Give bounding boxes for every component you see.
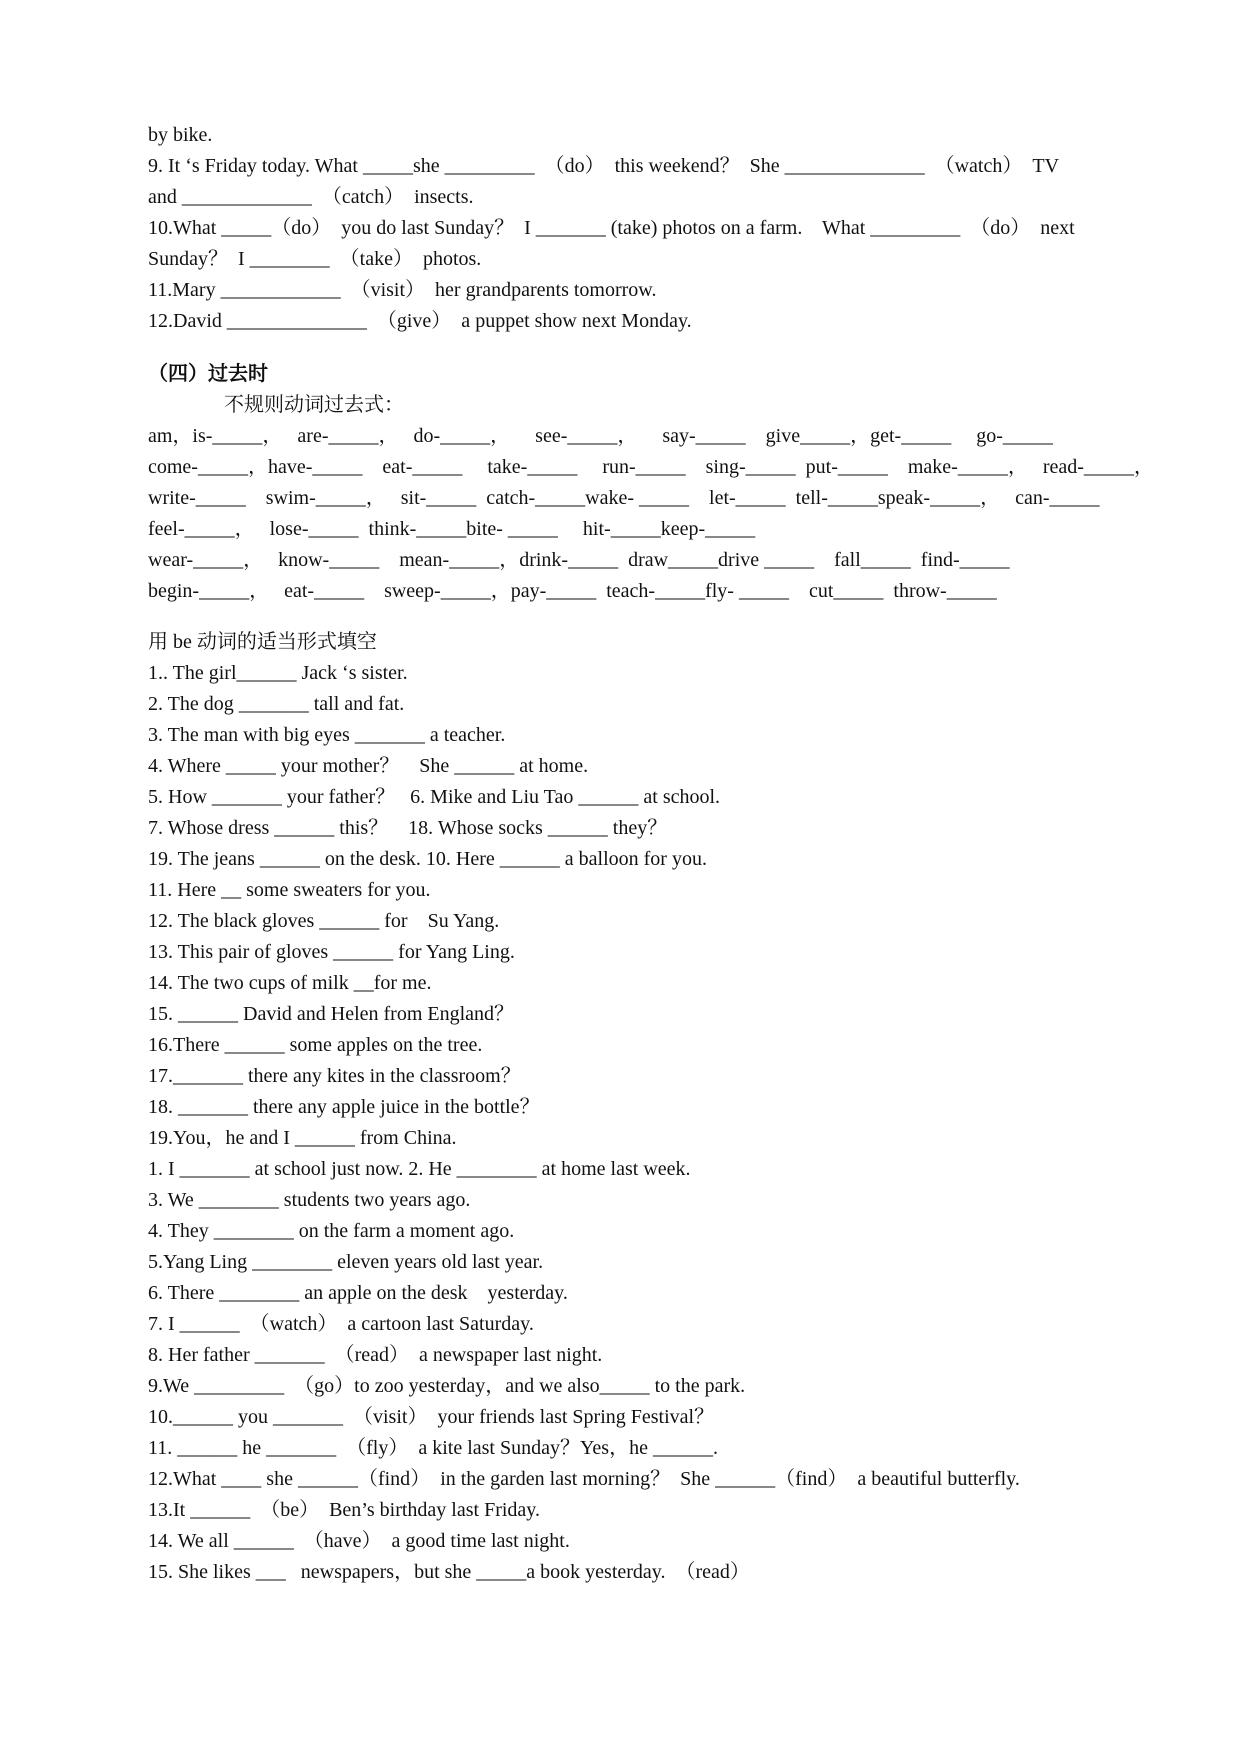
verb-line: wear-_____， know-_____ mean-_____，drink-_____ draw_____drive _____ fall_____ find-_____ xyxy=(148,549,1010,571)
exercise-line: 9. It ‘s Friday today. What _____she _________ （do） this weekend？ She ______________ （watch） TV xyxy=(148,155,1060,177)
exercise-line: 14. We all ______ （have） a good time last night. xyxy=(148,1530,570,1552)
exercise-line: 6. There ________ an apple on the desk yesterday. xyxy=(148,1282,568,1304)
section-tense-exercises xyxy=(148,120,1188,337)
exercise-line: 3. The man with big eyes _______ a teacher. xyxy=(148,724,506,746)
section-subheading: 不规则动词过去式： xyxy=(224,394,404,416)
exercise-line: 12.David ______________ （give） a puppet show next Monday. xyxy=(148,310,692,332)
spacer xyxy=(148,607,1188,627)
exercise-line: 13.It ______ （be） Ben’s birthday last Friday. xyxy=(148,1499,540,1521)
exercise-line: 11. Here __ some sweaters for you. xyxy=(148,879,431,901)
verb-line: feel-_____， lose-_____ think-_____bite- _____ hit-_____keep-_____ xyxy=(148,518,756,540)
exercise-line: 10.______ you _______ （visit） your friends last Spring Festival？ xyxy=(148,1406,715,1428)
exercise-line: 11. ______ he _______ （fly） a kite last Sunday？Yes，he ______. xyxy=(148,1437,718,1459)
exercise-line: 12. The black gloves ______ for Su Yang. xyxy=(148,910,500,932)
exercise-line: 3. We ________ students two years ago. xyxy=(148,1189,471,1211)
exercise-line: 1.. The girl______ Jack ‘s sister. xyxy=(148,662,408,684)
section-be-verbs xyxy=(148,627,1188,1588)
exercise-line: 8. Her father _______ （read） a newspaper last night. xyxy=(148,1344,603,1366)
exercise-line: 16.There ______ some apples on the tree. xyxy=(148,1034,483,1056)
exercise-line: 5. How _______ your father？ 6. Mike and Liu Tao ______ at school. xyxy=(148,786,721,808)
exercise-line: 9.We _________ （go）to zoo yesterday，and we also_____ to the park. xyxy=(148,1375,746,1397)
verb-line: begin-_____， eat-_____ sweep-_____，pay-_____ teach-_____fly- _____ cut_____ throw-_____ xyxy=(148,580,997,602)
worksheet-page xyxy=(148,120,1188,1588)
verb-line: write-_____ swim-_____， sit-_____ catch-_____wake- _____ let-_____ tell-_____speak-_____， can-_____ xyxy=(148,487,1100,509)
verb-line: come-_____，have-_____ eat-_____ take-_____ run-_____ sing-_____ put-_____ make-_____， read-_____， xyxy=(148,456,1154,478)
exercise-line: 11.Mary ____________ （visit） her grandparents tomorrow. xyxy=(148,279,657,301)
exercise-line: 4. Where _____ your mother？ She ______ at home. xyxy=(148,755,589,777)
verb-line: am，is-_____， are-_____， do-_____， see-_____， say-_____ give_____，get-_____ go-_____ xyxy=(148,425,1053,447)
section-title: 用 be 动词的适当形式填空 xyxy=(148,631,377,653)
exercise-line: 14. The two cups of milk __for me. xyxy=(148,972,432,994)
exercise-line: 12.What ____ she ______（find） in the garden last morning？ She ______（find） a beautiful butterfly. xyxy=(148,1468,1020,1490)
exercise-line: 19. The jeans ______ on the desk. 10. Here ______ a balloon for you. xyxy=(148,848,707,870)
exercise-line: 1. I _______ at school just now. 2. He ________ at home last week. xyxy=(148,1158,691,1180)
exercise-line: 18. _______ there any apple juice in the bottle？ xyxy=(148,1096,540,1118)
exercise-line: 13. This pair of gloves ______ for Yang Ling. xyxy=(148,941,515,963)
exercise-line: 15. ______ David and Helen from England？ xyxy=(148,1003,515,1025)
exercise-line: 19.You，he and I ______ from China. xyxy=(148,1127,457,1149)
exercise-line: 17._______ there any kites in the classroom？ xyxy=(148,1065,521,1087)
exercise-line: 2. The dog _______ tall and fat. xyxy=(148,693,405,715)
exercise-line: 5.Yang Ling ________ eleven years old last year. xyxy=(148,1251,544,1273)
exercise-line: by bike. xyxy=(148,124,213,146)
exercise-line: and _____________ （catch） insects. xyxy=(148,186,474,208)
exercise-line: 10.What _____（do） you do last Sunday？ I _______ (take) photos on a farm. What _________ （do） next xyxy=(148,217,1075,239)
exercise-line: 7. Whose dress ______ this？ 18. Whose socks ______ they？ xyxy=(148,817,668,839)
spacer xyxy=(148,337,1188,359)
exercise-line: Sunday？ I ________ （take） photos. xyxy=(148,248,482,270)
section-past-tense xyxy=(148,359,1188,607)
exercise-line: 7. I ______ （watch） a cartoon last Saturday. xyxy=(148,1313,534,1335)
section-heading: （四）过去时 xyxy=(148,363,268,385)
exercise-line: 4. They ________ on the farm a moment ago. xyxy=(148,1220,515,1242)
exercise-line: 15. She likes ___ newspapers，but she _____a book yesterday. （read） xyxy=(148,1561,750,1583)
